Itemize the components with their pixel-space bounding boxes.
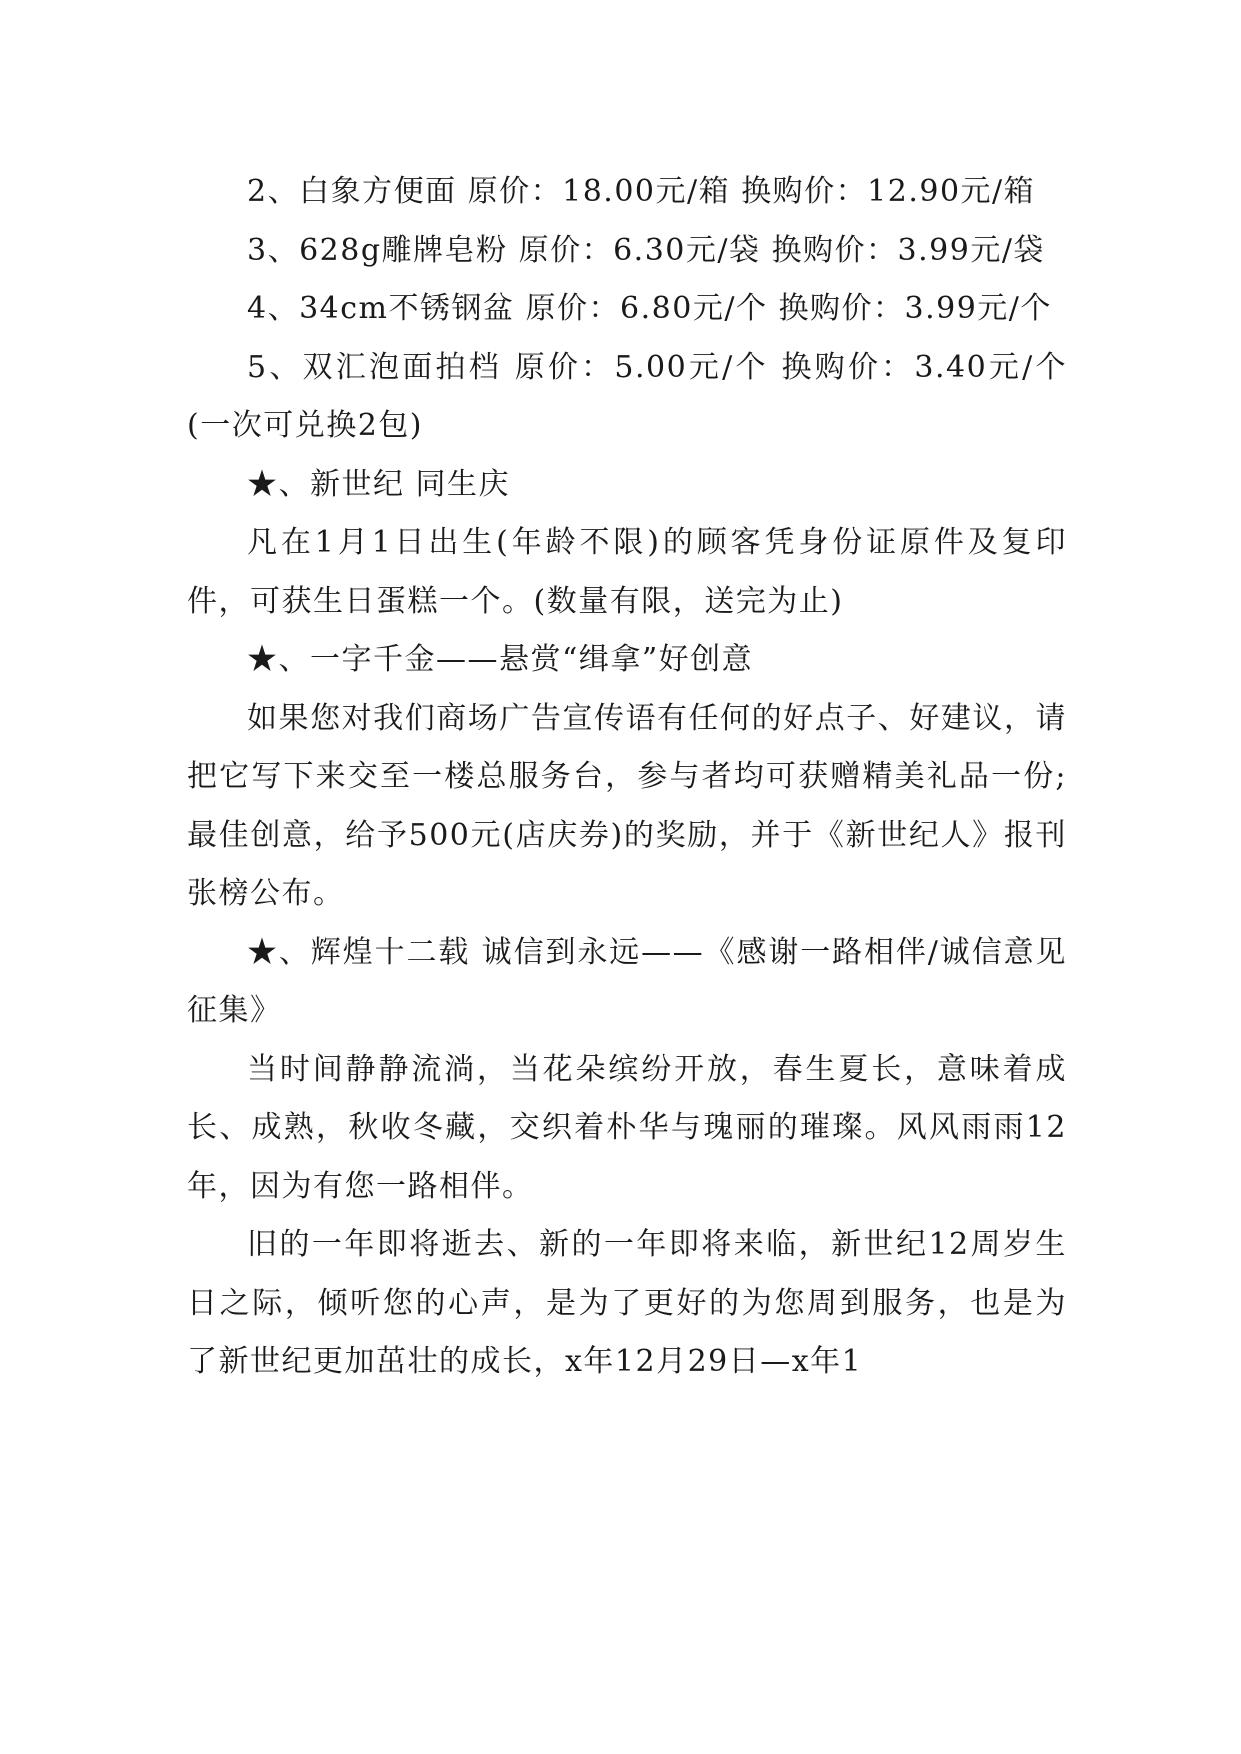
birthday-paragraph: 凡在1月1日出生(年龄不限)的顾客凭身份证原件及复印件，可获生日蛋糕一个。(数量有限，送完为止): [187, 525, 1067, 619]
item-diaopai-soap-powder: 3、628g雕牌皂粉 原价：6.30元/袋 换购价：3.99元/袋: [247, 232, 1045, 268]
item-shuanghui-sausage: 5、双汇泡面拍档 原价：5.00元/个 换购价：3.40元/个(一次可兑换2包): [187, 349, 1067, 443]
item-baixiang-noodles: 2、白象方便面 原价：18.00元/箱 换购价：12.90元/箱: [247, 174, 1036, 209]
slogan-paragraph: 如果您对我们商场广告宣传语有任何的好点子、好建议，请把它写下来交至一楼总服务台，参与者均可获赠精美礼品一份;最佳创意，给予500元(店庆券)的奖励，并于《新世纪人》报刊张榜公布。: [187, 700, 1067, 911]
document-body: [187, 163, 1067, 1392]
section-heading-birthday: ★、新世纪 同生庆: [247, 466, 511, 502]
section-heading-anniversary: ★、辉煌十二载 诚信到永远——《感谢一路相伴/诚信意见征集》: [187, 934, 1067, 1028]
anniversary-paragraph: 当时间静静流淌，当花朵缤纷开放，春生夏长，意味着成长、成熟，秋收冬藏，交织着朴华与瑰丽的璀璨。风风雨雨12年，因为有您一路相伴。: [187, 1051, 1067, 1204]
survey-paragraph: 旧的一年即将逝去、新的一年即将来临，新世纪12周岁生日之际，倾听您的心声，是为了更好的为您周到服务，也是为了新世纪更加茁壮的成长，x年12月29日—x年1: [187, 1227, 1067, 1379]
item-steel-basin: 4、34cm不锈钢盆 原价：6.80元/个 换购价：3.99元/个: [247, 291, 1052, 326]
section-heading-slogan: ★、一字千金——悬赏“缉拿”好创意: [247, 642, 754, 677]
